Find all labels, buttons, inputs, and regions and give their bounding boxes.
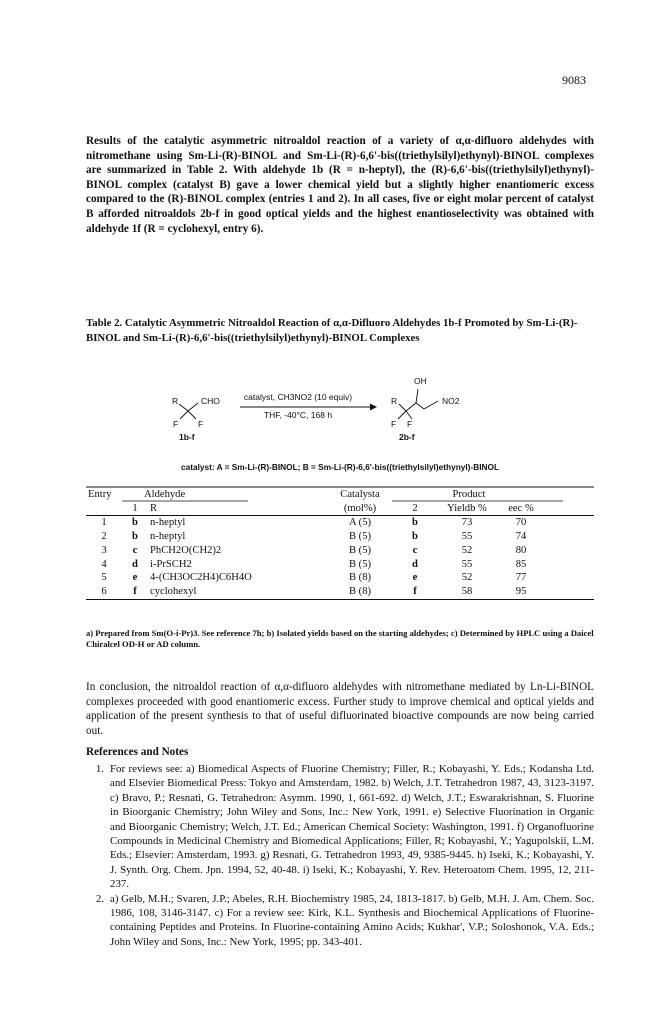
cell-yield: 55 (461, 558, 473, 570)
reactant-cho: CHO (201, 396, 220, 406)
cell-r-group: PhCH2O(CH2)2 (150, 544, 222, 556)
cell-catalyst: B (5) (348, 544, 372, 556)
cell-aldehyde-id: e (132, 572, 138, 584)
cell-catalyst: B (8) (348, 585, 372, 597)
reference-item (86, 892, 594, 950)
product-bonds (398, 389, 438, 419)
cell-product-id: f (413, 585, 417, 597)
reference-number: 2. (95, 892, 104, 905)
cell-entry: 4 (101, 558, 107, 570)
cell-ee: 77 (515, 572, 527, 584)
cell-r-group: i-PrSCH2 (150, 558, 192, 570)
cell-yield: 55 (461, 531, 473, 543)
reference-number: 1. (95, 763, 104, 775)
product-r: R (391, 396, 398, 406)
product-oh: OH (414, 376, 427, 386)
reactant-label: 1b-f (179, 432, 195, 442)
cell-r-group: n-heptyl (150, 517, 186, 529)
cell-r-group: cyclohexyl (150, 585, 197, 597)
conditions-bottom: THF, -40°C, 168 h (263, 410, 333, 420)
cell-entry: 3 (101, 544, 107, 556)
cell-aldehyde-id: b (132, 531, 138, 543)
col-ee: eec % (508, 502, 534, 514)
col-yield: Yieldb % (447, 502, 487, 514)
reactant-r: R (172, 396, 179, 406)
results-paragraph: Results of the catalytic asymmetric nitroaldol reaction of a variety of α,α-difluoro aldehydes with nitromethane using Sm-Li-(R)-BINOL and Sm-Li-(R)-6,6'-bis((triethylsilyl)ethynyl)-BINOL complexes are summarized in Table 2. With aldehyde 1b (R = n-heptyl), the (R)-6,6'-bis((triethylsilyl)ethynyl)-BINOL complex (catalyst B) gave a lower chemical yield but a slightly higher enantiomeric excess compared to the (R)-BINOL complex (entries 1 and 2). In all cases, five or eight molar percent of catalyst B afforded nitroaldols 2b-f in good optical yields and the highest enantioselectivity was obtained with aldehyde 1f (R = cyclohexyl, entry 6). (86, 135, 594, 235)
cell-yield: 73 (461, 517, 473, 529)
cell-ee: 74 (515, 531, 527, 543)
table-row (86, 571, 594, 585)
cell-aldehyde-id: c (132, 544, 138, 556)
cell-catalyst: B (8) (348, 572, 372, 584)
cell-entry: 6 (101, 585, 107, 597)
product-no2: NO2 (442, 396, 460, 406)
product-f2: F (407, 419, 413, 429)
cell-catalyst: B (5) (348, 558, 372, 570)
reactant-f2: F (198, 419, 204, 429)
table-row (86, 585, 594, 599)
cell-entry: 5 (101, 572, 107, 584)
table-caption: Table 2. Catalytic Asymmetric Nitroaldol Reaction of α,α-Difluoro Aldehydes 1b-f Promoted by Sm-Li-(R)-BINOL and Sm-Li-(R)-6,6'-bis((triethylsilyl)ethynyl)-BINOL Complexes (86, 317, 578, 344)
col-entry: Entry (88, 489, 112, 500)
cell-entry: 1 (101, 517, 107, 529)
cell-product-id: e (412, 572, 418, 584)
cell-r-group: n-heptyl (150, 531, 186, 543)
cell-aldehyde-id: d (132, 558, 138, 570)
cell-ee: 85 (515, 558, 527, 570)
conclusion-paragraph: In conclusion, the nitroaldol reaction of α,α-difluoro aldehydes with nitromethane mediated by Ln-Li-BINOL complexes proceeded with good enantiomeric excess. Further study to improve chemical and optical yields and application of the present synthesis to that of useful difluorinated bioactive compounds are now being carried out. (86, 681, 594, 737)
cell-catalyst: B (5) (348, 531, 372, 543)
table-row (86, 530, 594, 544)
product-f1: F (391, 419, 397, 429)
cell-product-id: d (412, 558, 418, 570)
table-row (86, 544, 594, 558)
table-row (86, 558, 594, 572)
cell-ee: 80 (515, 544, 527, 556)
table-header-row-2 (86, 502, 594, 516)
col-catalyst: Catalysta (340, 489, 380, 500)
references-heading: References and Notes (86, 746, 189, 758)
cell-aldehyde-id: b (132, 517, 138, 529)
col-r: R (150, 502, 158, 514)
table-row (86, 516, 594, 530)
page-number: 9083 (562, 73, 586, 87)
cell-yield: 58 (461, 585, 473, 597)
product-label: 2b-f (399, 432, 415, 442)
reference-text: For reviews see: a) Biomedical Aspects of Fluorine Chemistry; Filler, R.; Kobayashi, Y. Eds.; Kodansha Ltd. and Elsevier Biomedical Press: Tokyo and Amsterdam, 1982. b) Welch, J.T. Tetrahedron 1987, 43, 3123-3197. c) Bravo, P.; Resnati, G. Tetrahedron: Asymm. 1990, 1, 661-692. d) Welch, J.T.; Eswarakrishnan, S. Fluorine in Bioorganic Chemistry; John Wiley and Sons, Inc.: New York, 1991. e) Selective Fluorination in Organic and Bioorganic Chemistry; Welch, J.T. Ed.; American Chemical Society: Washington, 1991. f) Organofluorine Compounds in Medicinal Chemistry and Biomedical Applications; Filler, R; Kobayashi, Y.; Yagupolskii, L.M. Eds.; Elsevier: Amsterdam, 1993. g) Resnati, G. Tetrahedron 1993, 49, 9385-9445. h) Iseki, K.; Kobayashi, Y. J. Synth. Org. Chem. Jpn. 1994, 52, 40-48. i) Iseki, K.; Kobayashi, Y. Rev. Heteroatom Chem. 1995, 12, 211-237. (110, 763, 594, 891)
reaction-scheme (86, 361, 594, 449)
col-aldehyde: Aldehyde (144, 489, 186, 500)
results-table (86, 488, 594, 600)
cell-aldehyde-id: f (133, 585, 137, 597)
table-header-row-1 (86, 488, 594, 502)
col-1: 1 (132, 502, 138, 514)
cell-product-id: b (412, 531, 418, 543)
cell-yield: 52 (461, 572, 473, 584)
table-footnote: a) Prepared from Sm(O-i-Pr)3. See reference 7h; b) Isolated yields based on the starting aldehydes; c) Determined by HPLC using a Daicel Chiralcel OD-H or AD column. (86, 628, 594, 650)
reactant-bonds (179, 403, 198, 419)
references-list (86, 762, 594, 949)
cell-catalyst: A (5) (348, 517, 372, 529)
cell-yield: 52 (461, 544, 473, 556)
cell-product-id: c (412, 544, 418, 556)
conditions-top: catalyst, CH3NO2 (10 equiv) (243, 392, 353, 402)
cell-product-id: b (412, 517, 418, 529)
catalyst-definitions: catalyst: A = Sm-Li-(R)-BINOL; B = Sm-Li-(R)-6,6'-bis((triethylsilyl)ethynyl)-BINOL (180, 462, 500, 472)
reactant-f1: F (173, 419, 179, 429)
reference-text: a) Gelb, M.H.; Svaren, J.P.; Abeles, R.H. Biochemistry 1985, 24, 1813-1817. b) Gelb, M.H. J. Am. Chem. Soc. 1986, 108, 3146-3147. c) For a review see: Kirk, K.L. Synthesis and Biochemical Applications of Fluorine-containing Peptides and Proteins. In Fluorine-containing Amino Acids; Kukhar', V.P.; Soloshonok, V.A. Eds.; John Wiley and Sons, Inc.: New York, 1995; pp. 343-401. (110, 892, 594, 948)
reference-item (86, 762, 594, 892)
cell-ee: 70 (515, 517, 527, 529)
col-product: Product (452, 489, 486, 500)
col-mol: (mol%) (343, 502, 377, 514)
arrow-head (370, 404, 376, 410)
cell-entry: 2 (101, 531, 107, 543)
cell-ee: 95 (515, 585, 527, 597)
cell-r-group: 4-(CH3OC2H4)C6H4O (150, 572, 252, 584)
col-2: 2 (412, 502, 418, 514)
